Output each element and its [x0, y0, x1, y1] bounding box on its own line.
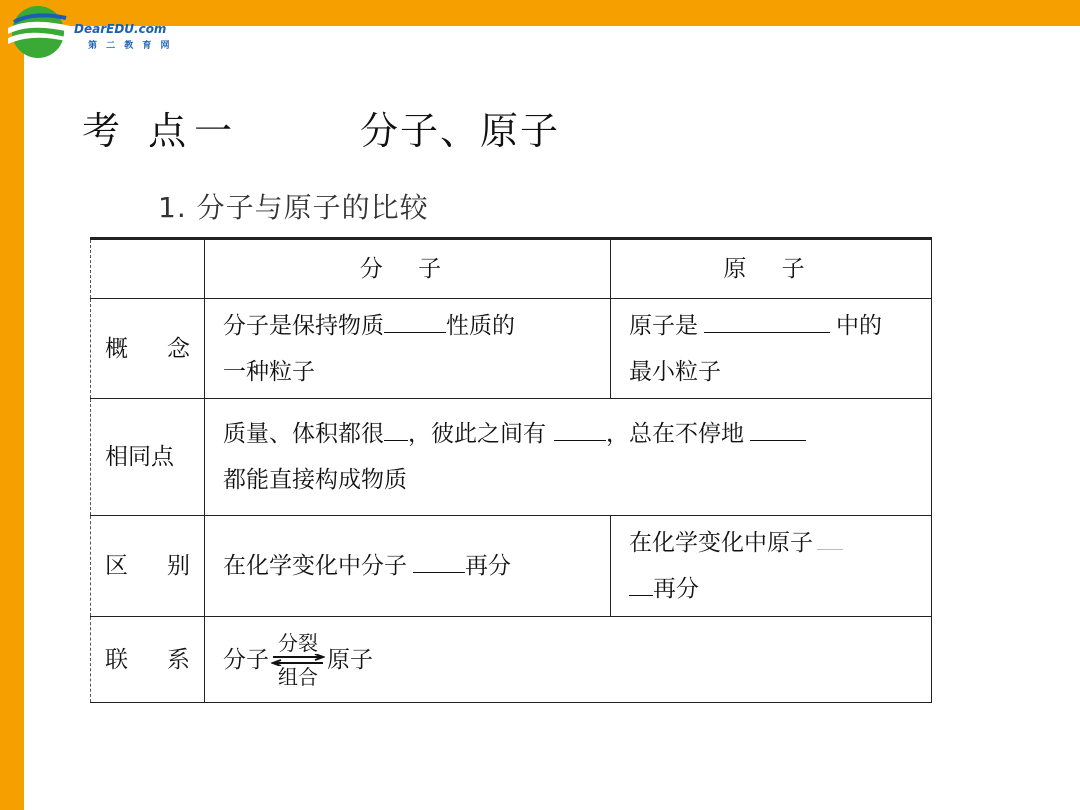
row-label-concept-b: 念: [167, 335, 190, 362]
fill-blank: [750, 440, 806, 441]
relation-cell: [205, 617, 932, 703]
same-text-c: ，总在不停地: [606, 421, 744, 447]
section-subheading: 1. 分子与原子的比较: [158, 191, 429, 224]
relation-arrow-block: [271, 632, 325, 688]
heading-title: 分子、原子: [360, 109, 561, 153]
header-atom: 原 子: [611, 239, 932, 299]
comparison-table: [90, 237, 932, 703]
difference-molecule-cell: [205, 516, 611, 617]
row-label-concept-a: 概: [105, 335, 128, 362]
concept-atom-cell: [611, 299, 932, 399]
heading-label: 考 点一: [82, 109, 241, 153]
logo-text: DearEDU.com: [74, 22, 167, 36]
table-row-difference: [91, 516, 932, 617]
table-row-relation: [91, 617, 932, 703]
logo-subtext: 第 二 教 育 网: [88, 41, 173, 51]
fill-blank: [384, 440, 408, 441]
fill-blank: [629, 595, 653, 596]
table-row-same: [91, 399, 932, 516]
row-label-relation: [91, 617, 205, 703]
row-label-difference: [91, 516, 205, 617]
concept-atom-line2: 最小粒子: [629, 358, 721, 385]
table-header-row: [91, 239, 932, 299]
relation-bottom-label: 组合: [278, 664, 318, 689]
difference-molecule-text-a: 在化学变化中分子: [223, 553, 407, 579]
difference-atom-line2: 再分: [653, 576, 699, 602]
header-molecule: 分 子: [205, 239, 611, 299]
concept-molecule-cell: [205, 299, 611, 399]
fill-blank: [413, 572, 465, 573]
fill-blank: [704, 332, 830, 333]
difference-molecule-text-b: 再分: [465, 553, 511, 579]
header-blank-cell: [91, 239, 205, 299]
relation-right: 原子: [327, 646, 373, 673]
row-label-difference-b: 别: [167, 553, 190, 579]
fill-blank: [817, 549, 843, 550]
fill-blank: [384, 332, 446, 333]
row-label-relation-b: 系: [167, 646, 190, 673]
same-text-a: 质量、体积都很: [223, 421, 384, 447]
row-label-difference-a: 区: [105, 553, 128, 579]
concept-atom-text-b: 中的: [836, 312, 882, 339]
relation-left: 分子: [223, 646, 269, 673]
concept-molecule-text-b: 性质的: [446, 312, 515, 339]
row-label-concept: [91, 299, 205, 399]
row-label-relation-a: 联: [105, 646, 128, 673]
table-row-concept: [91, 299, 932, 399]
left-accent-bar: [0, 0, 24, 810]
relation-top-label: 分裂: [278, 630, 318, 655]
page-heading: [82, 100, 561, 155]
reversible-arrow-icon: [271, 654, 325, 666]
same-line2: 都能直接构成物质: [223, 467, 407, 493]
difference-atom-cell: [611, 516, 932, 617]
row-label-same: 相同点: [91, 399, 205, 516]
difference-atom-line1: 在化学变化中原子: [629, 530, 813, 556]
same-cell: [205, 399, 932, 516]
same-text-b: ，彼此之间有: [408, 421, 546, 447]
fill-blank: [554, 440, 606, 441]
concept-molecule-line2: 一种粒子: [223, 358, 315, 385]
relation-equation: [223, 632, 373, 688]
site-logo: [4, 2, 194, 58]
concept-atom-text-a: 原子是: [629, 312, 698, 339]
concept-molecule-text-a: 分子是保持物质: [223, 312, 384, 339]
logo-emblem-icon: [4, 2, 74, 58]
